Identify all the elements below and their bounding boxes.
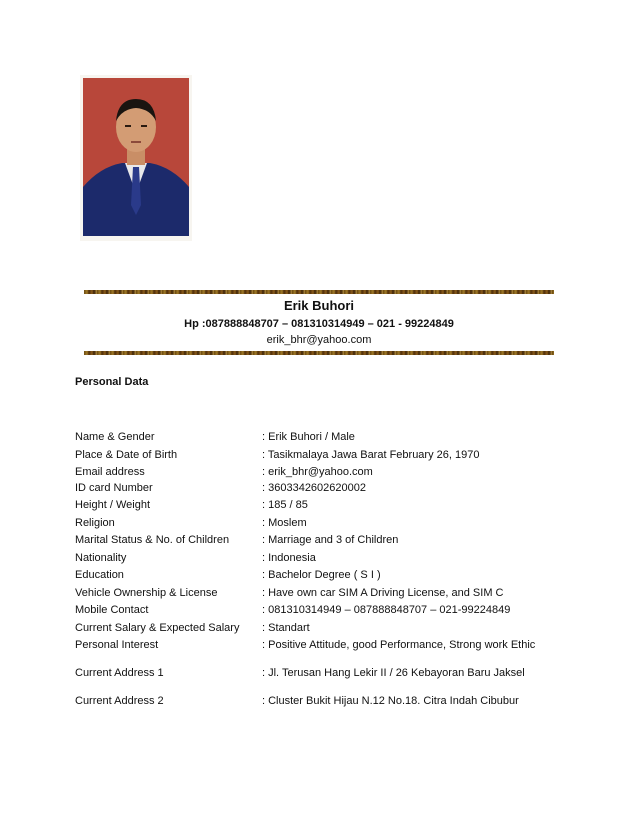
row-value: : Standart (262, 621, 310, 634)
row-value: : Indonesia (262, 551, 316, 564)
row-label: ID card Number (75, 481, 153, 494)
row-label: Place & Date of Birth (75, 448, 178, 461)
data-row-vehicle (75, 585, 595, 603)
data-row-education (75, 567, 595, 585)
row-value: : Tasikmalaya Jawa Barat February 26, 1970 (262, 448, 480, 461)
row-label: Current Address 2 (75, 695, 164, 707)
row-value: : 3603342602620002 (262, 481, 366, 494)
data-row-marital-status (75, 532, 595, 550)
row-value: : Bachelor Degree ( S I ) (262, 569, 381, 581)
data-row-nationality (75, 550, 595, 568)
data-row-salary (75, 620, 595, 638)
row-label: Marital Status & No. of Children (75, 534, 230, 546)
row-label: Mobile Contact (75, 604, 149, 616)
row-value: : Jl. Terusan Hang Lekir II / 26 Kebayoran Baru Jaksel (262, 667, 525, 679)
header-phone: Hp :087888848707 – 081310314949 – 021 - 99224849 (184, 318, 454, 330)
row-label: Email address (75, 466, 145, 478)
data-row-mobile-contact (75, 602, 595, 620)
header-bottom-divider (84, 351, 554, 355)
row-label: Current Salary & Expected Salary (75, 621, 240, 634)
data-row-name-gender (75, 429, 595, 447)
data-row-personal-interest (75, 637, 595, 655)
data-row-id-card (75, 480, 595, 498)
row-label: Education (75, 569, 124, 581)
personal-data-list (75, 429, 595, 655)
row-value: : erik_bhr@yahoo.com (262, 466, 373, 478)
row-label: Vehicle Ownership & License (75, 586, 218, 599)
row-label: Personal Interest (75, 639, 159, 651)
row-label: Religion (75, 516, 115, 529)
row-label: Current Address 1 (75, 667, 164, 679)
data-row-religion (75, 515, 595, 533)
row-label: Nationality (75, 551, 127, 564)
data-row-birth (75, 447, 595, 465)
row-value: : Have own car SIM A Driving License, and SIM C (262, 586, 504, 599)
row-value: : Cluster Bukit Hijau N.12 No.18. Citra Indah Cibubur (262, 695, 519, 707)
row-value: : Moslem (262, 516, 307, 529)
row-value: : Erik Buhori / Male (262, 431, 355, 443)
header-email: erik_bhr@yahoo.com (266, 334, 372, 346)
row-value: : 185 / 85 (262, 499, 308, 511)
candidate-name: Erik Buhori (283, 298, 355, 313)
row-value: : 081310314949 – 087888848707 – 021-99224849 (262, 604, 511, 616)
profile-photo (80, 75, 192, 241)
data-row-height-weight (75, 497, 595, 515)
row-value: : Marriage and 3 of Children (262, 534, 399, 546)
row-label: Height / Weight (75, 499, 151, 511)
header-top-divider (84, 290, 554, 294)
section-title-personal-data: Personal Data (75, 376, 149, 388)
row-label: Name & Gender (75, 431, 155, 443)
row-value: : Positive Attitude, good Performance, Strong work Ethic (262, 639, 536, 651)
